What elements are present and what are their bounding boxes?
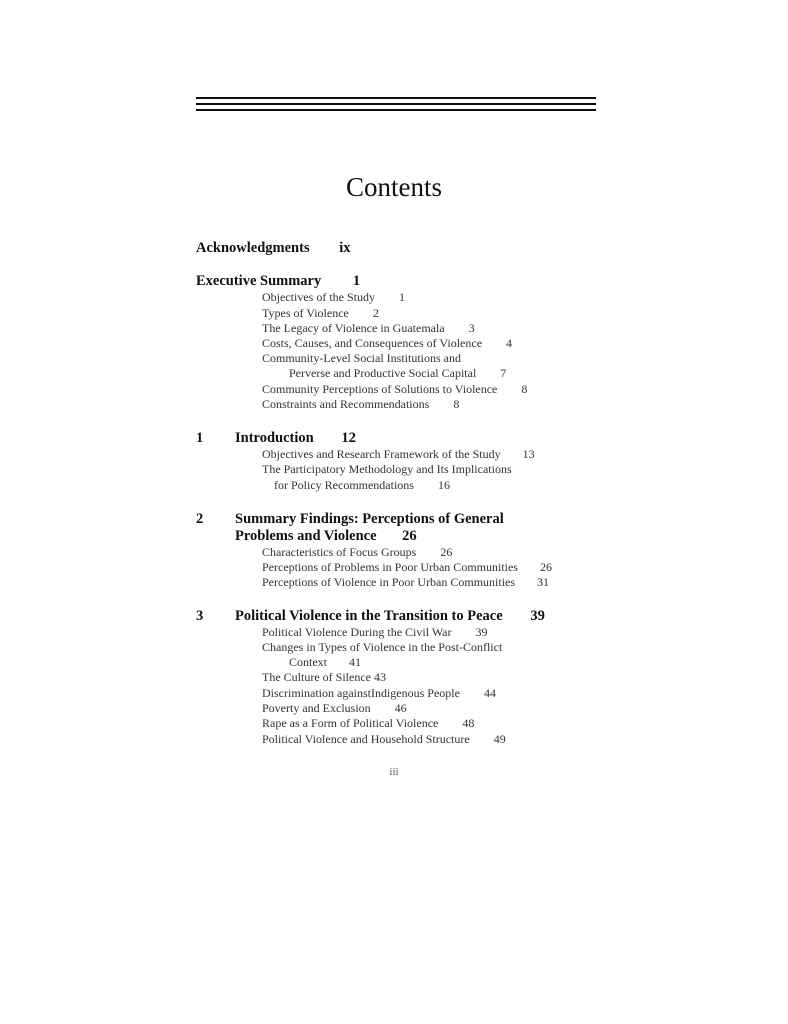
toc-subentry-label: Political Violence and Household Structure <box>262 732 470 746</box>
toc-subentry[interactable] <box>262 351 461 366</box>
rule-line <box>196 109 596 111</box>
toc-page-number: 16 <box>437 478 450 492</box>
toc-subentry-label: The Participatory Methodology and Its Implications <box>262 462 512 476</box>
toc-entry-label: Acknowledgments <box>196 240 310 256</box>
toc-subentry-label: The Legacy of Violence in Guatemala <box>262 321 445 335</box>
toc-entry-label: Introduction <box>235 430 314 446</box>
toc-subentry[interactable] <box>262 336 512 351</box>
chapter-number: 3 <box>196 608 204 624</box>
toc-subentry[interactable] <box>262 575 549 590</box>
toc-subentry-label: The Culture of Silence 43 <box>262 670 386 684</box>
toc-subentry-label: Poverty and Exclusion <box>262 701 371 715</box>
toc-subentry-label: Community Perceptions of Solutions to Violence <box>262 382 498 396</box>
toc-subentry-label: Community-Level Social Institutions and <box>262 351 461 365</box>
toc-subentry[interactable] <box>262 732 506 747</box>
toc-chapter-3-title[interactable] <box>235 608 545 625</box>
toc-page-number: 39 <box>475 625 488 639</box>
toc-subentry[interactable] <box>262 625 488 640</box>
toc-subentry-label: Perverse and Productive Social Capital <box>289 366 477 380</box>
toc-subentry[interactable] <box>262 640 502 655</box>
page-title: Contents <box>345 172 442 202</box>
toc-subentry-label: Objectives and Research Framework of the Study <box>262 447 501 461</box>
toc-entry-label: Political Violence in the Transition to Peace <box>235 608 503 624</box>
toc-subentry-continued[interactable] <box>274 478 450 493</box>
toc-subentry-label: Objectives of the Study <box>262 290 375 304</box>
toc-page-number: 26 <box>440 545 453 559</box>
toc-subentry[interactable] <box>262 670 386 685</box>
toc-page-number: 39 <box>530 608 545 624</box>
toc-page-number: 2 <box>372 306 379 320</box>
toc-subentry[interactable] <box>262 397 459 412</box>
toc-chapter-1-title[interactable] <box>235 430 356 447</box>
toc-subentry[interactable] <box>262 447 535 462</box>
toc-subentry[interactable] <box>262 716 474 731</box>
chapter-number: 1 <box>196 430 204 446</box>
rule-line <box>196 97 596 99</box>
toc-chapter-2-title-continued[interactable] <box>235 528 417 545</box>
toc-subentry[interactable] <box>262 686 496 701</box>
toc-subentry[interactable] <box>262 382 527 397</box>
toc-subentry-label: Changes in Types of Violence in the Post-Conflict <box>262 640 503 654</box>
toc-page-number: 3 <box>468 321 475 335</box>
toc-page-number: 41 <box>349 655 361 669</box>
toc-subentry-label: Characteristics of Focus Groups <box>262 545 417 559</box>
toc-page-number: 12 <box>341 430 356 446</box>
toc-page-number: 1 <box>352 273 361 289</box>
toc-subentry-label: Context <box>289 655 327 669</box>
toc-subentry-continued[interactable] <box>289 366 506 381</box>
toc-page-number: 8 <box>521 382 528 396</box>
toc-subentry[interactable] <box>262 306 379 321</box>
toc-subentry-label: Perceptions of Problems in Poor Urban Communities <box>262 560 518 574</box>
toc-page-number: 13 <box>522 447 535 461</box>
toc-subentry-label: Perceptions of Violence in Poor Urban Communities <box>262 575 516 589</box>
chapter-number: 2 <box>196 511 204 527</box>
toc-subentry-label: Constraints and Recommendations <box>262 397 430 411</box>
toc-page-number: 48 <box>462 716 475 730</box>
toc-subentry-label: Types of Violence <box>262 306 349 320</box>
toc-page-number: 31 <box>537 575 550 589</box>
toc-page-number: 46 <box>394 701 407 715</box>
toc-subentry[interactable] <box>262 560 552 575</box>
toc-subentry-label: Discrimination againstIndigenous People <box>262 686 460 700</box>
toc-subentry[interactable] <box>262 321 475 336</box>
toc-subentry[interactable] <box>262 462 512 477</box>
toc-page-number: 1 <box>398 290 405 304</box>
toc-chapter-2[interactable] <box>196 511 203 528</box>
toc-subentry[interactable] <box>262 701 407 716</box>
toc-subentry[interactable] <box>262 290 405 305</box>
toc-page-number: 44 <box>483 686 496 700</box>
toc-page-number: 4 <box>506 336 513 350</box>
toc-page-number: ix <box>339 240 351 256</box>
rule-line <box>196 103 596 105</box>
toc-page-number: 8 <box>453 397 460 411</box>
toc-chapter-3[interactable] <box>196 608 203 625</box>
toc-page-number: 26 <box>402 528 417 544</box>
toc-entry-label: Problems and Violence <box>235 528 377 544</box>
toc-subentry[interactable] <box>262 545 452 560</box>
toc-chapter-2-title[interactable] <box>235 511 504 528</box>
page-folio: iii <box>389 766 399 778</box>
toc-chapter-1[interactable] <box>196 430 203 447</box>
toc-page-number: 26 <box>539 560 552 574</box>
toc-entry-label: Summary Findings: Perceptions of General <box>235 511 504 527</box>
toc-subentry-label: for Policy Recommendations <box>274 478 414 492</box>
toc-subentry-label: Rape as a Form of Political Violence <box>262 716 439 730</box>
toc-entry-executive-summary[interactable] <box>196 273 360 290</box>
toc-subentry-label: Political Violence During the Civil War <box>262 625 452 639</box>
toc-entry-acknowledgments[interactable] <box>196 240 351 257</box>
toc-page-number: 7 <box>500 366 507 380</box>
toc-subentry-continued[interactable] <box>289 655 361 670</box>
toc-subentry-label: Costs, Causes, and Consequences of Violence <box>262 336 483 350</box>
toc-page-number: 49 <box>493 732 506 746</box>
toc-entry-label: Executive Summary <box>196 273 322 289</box>
